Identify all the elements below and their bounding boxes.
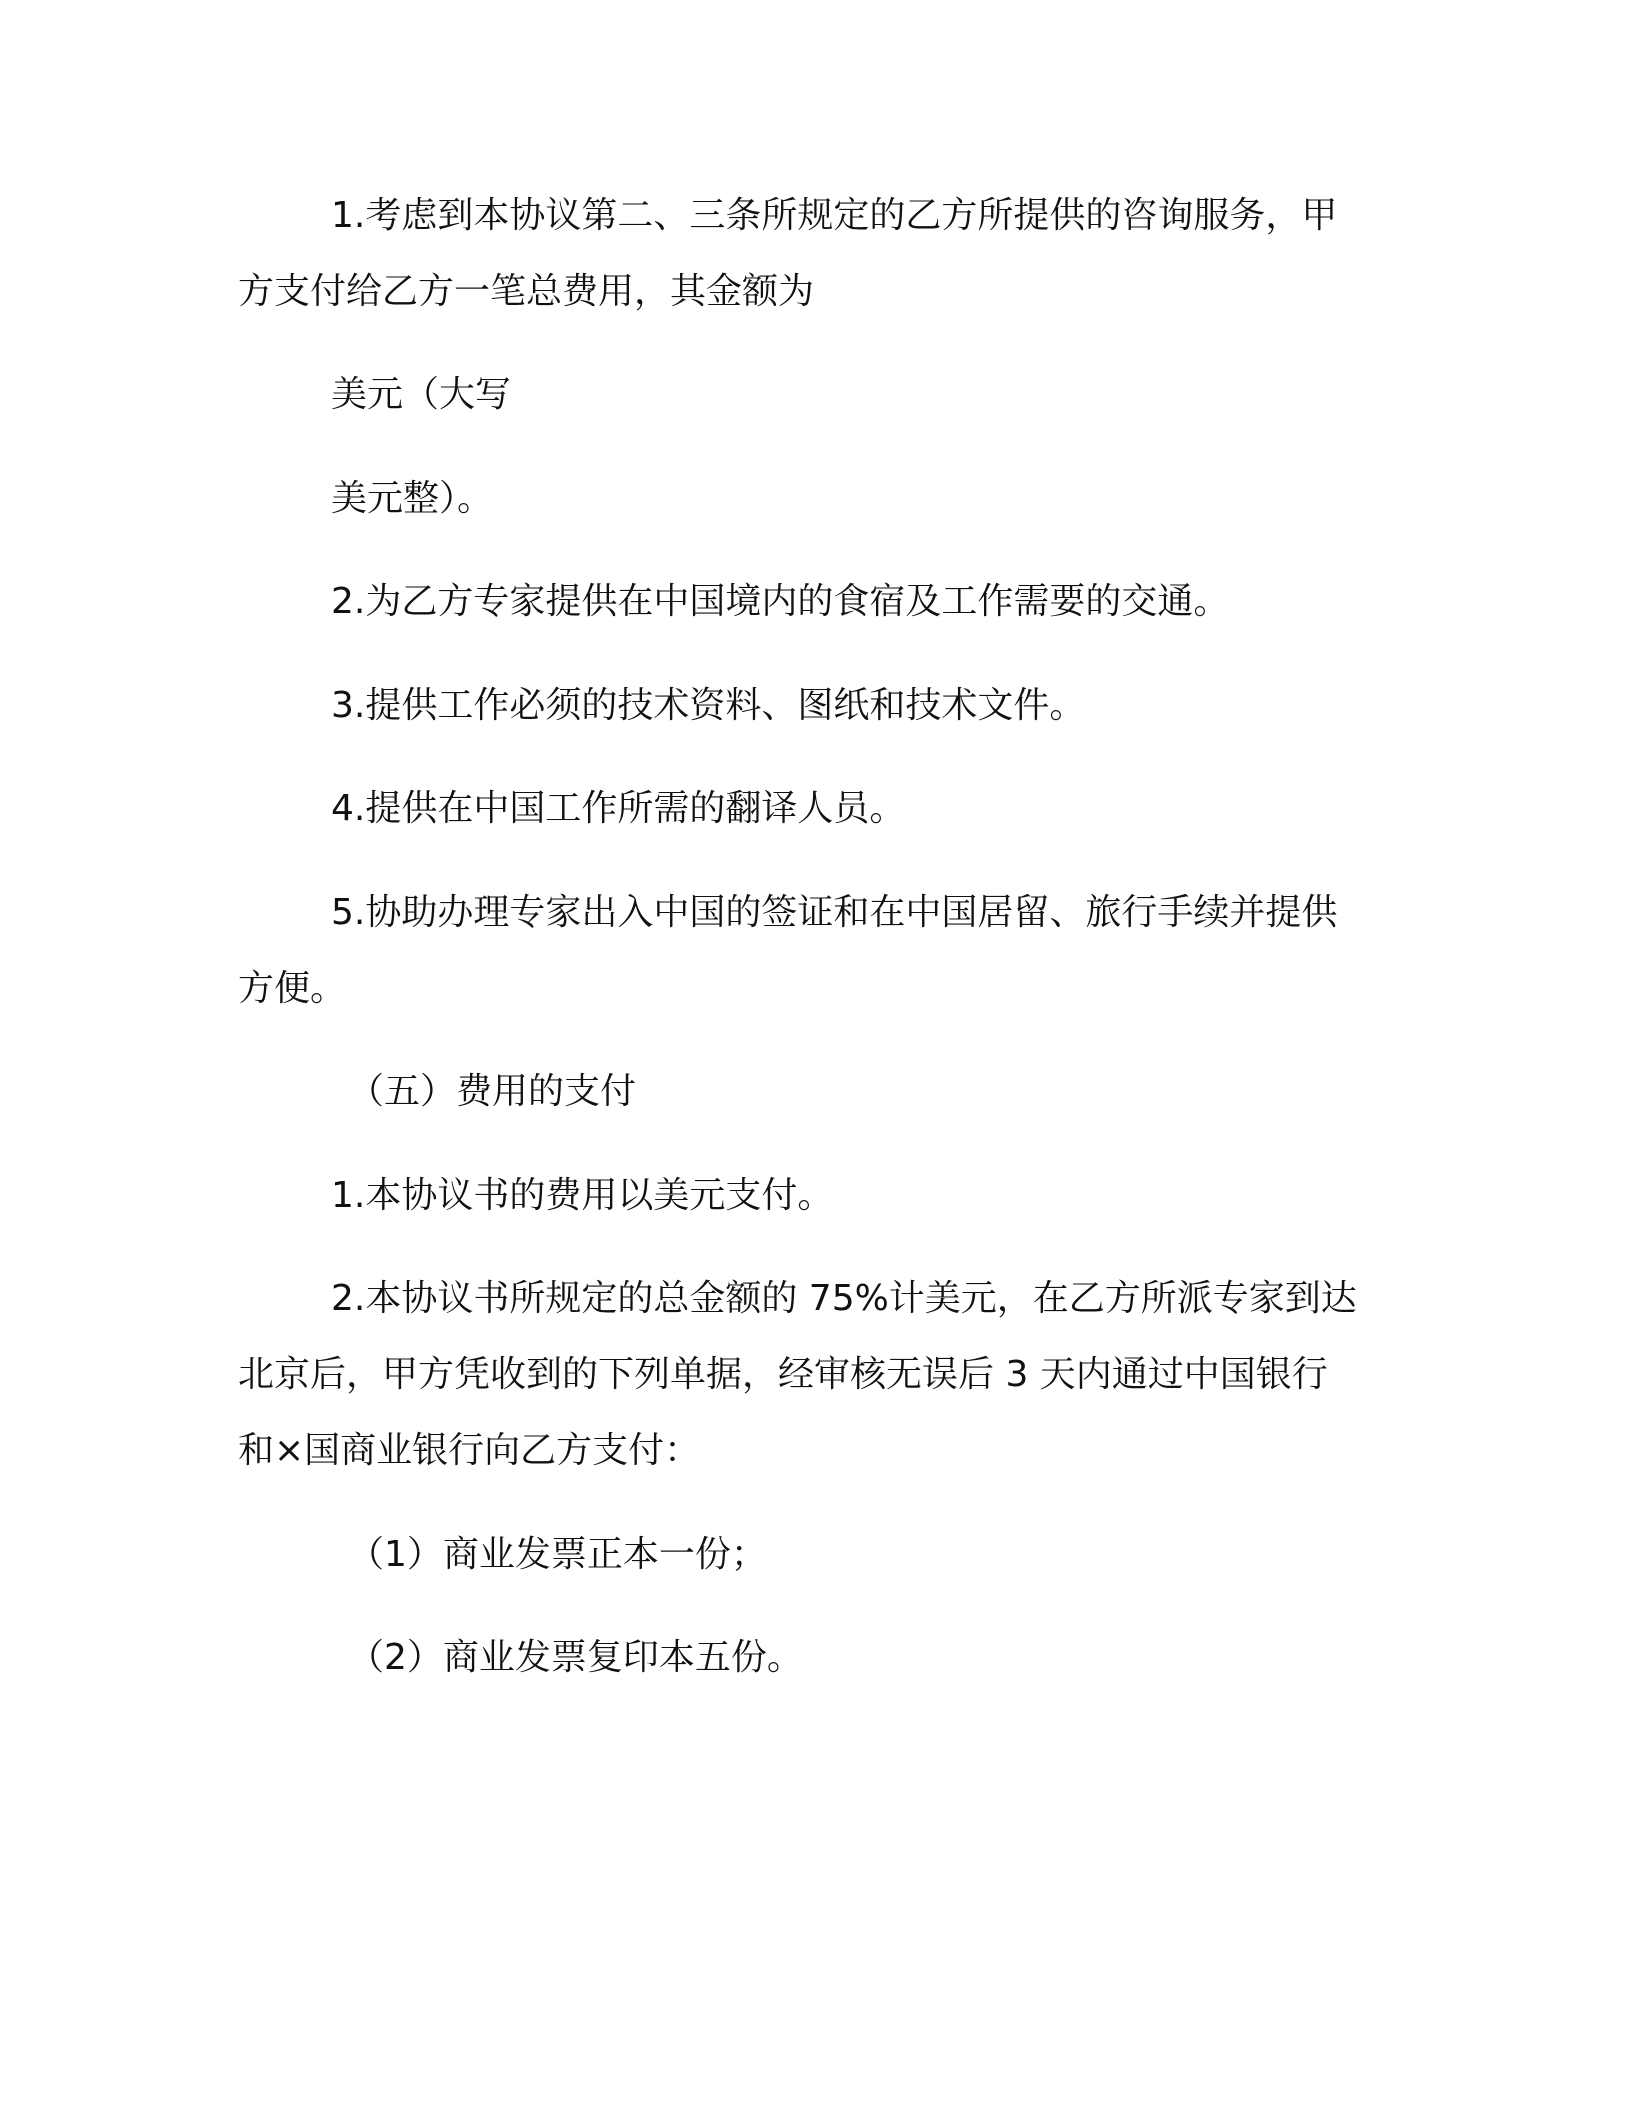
paragraph-3: 美元整）。 bbox=[331, 478, 494, 519]
list-item-2: （2）商业发票复印本五份。 bbox=[348, 1637, 803, 1678]
paragraph-4: 2.为乙方专家提供在中国境内的食宿及工作需要的交通。 bbox=[331, 581, 1230, 622]
paragraph-7-line-1: 5.协助办理专家出入中国的签证和在中国居留、旅行手续并提供 bbox=[331, 892, 1338, 933]
paragraph-6: 4.提供在中国工作所需的翻译人员。 bbox=[331, 788, 906, 829]
paragraph-1-line-1: 1.考虑到本协议第二、三条所规定的乙方所提供的咨询服务，甲 bbox=[331, 195, 1338, 236]
paragraph-10-line-1: 2.本协议书所规定的总金额的 75%计美元，在乙方所派专家到达 bbox=[331, 1278, 1357, 1319]
paragraph-10-line-2: 北京后，甲方凭收到的下列单据，经审核无误后 3 天内通过中国银行 bbox=[238, 1354, 1328, 1395]
list-item-1: （1）商业发票正本一份； bbox=[348, 1534, 767, 1575]
paragraph-1-line-2: 方支付给乙方一笔总费用，其金额为 bbox=[238, 271, 815, 312]
paragraph-7-line-2: 方便。 bbox=[238, 968, 347, 1009]
paragraph-10-line-3: 和×国商业银行向乙方支付： bbox=[238, 1430, 701, 1471]
paragraph-9: 1.本协议书的费用以美元支付。 bbox=[331, 1175, 834, 1216]
paragraph-5: 3.提供工作必须的技术资料、图纸和技术文件。 bbox=[331, 685, 1086, 726]
paragraph-2: 美元（大写 bbox=[331, 374, 512, 415]
section-heading: （五）费用的支付 bbox=[348, 1071, 637, 1112]
